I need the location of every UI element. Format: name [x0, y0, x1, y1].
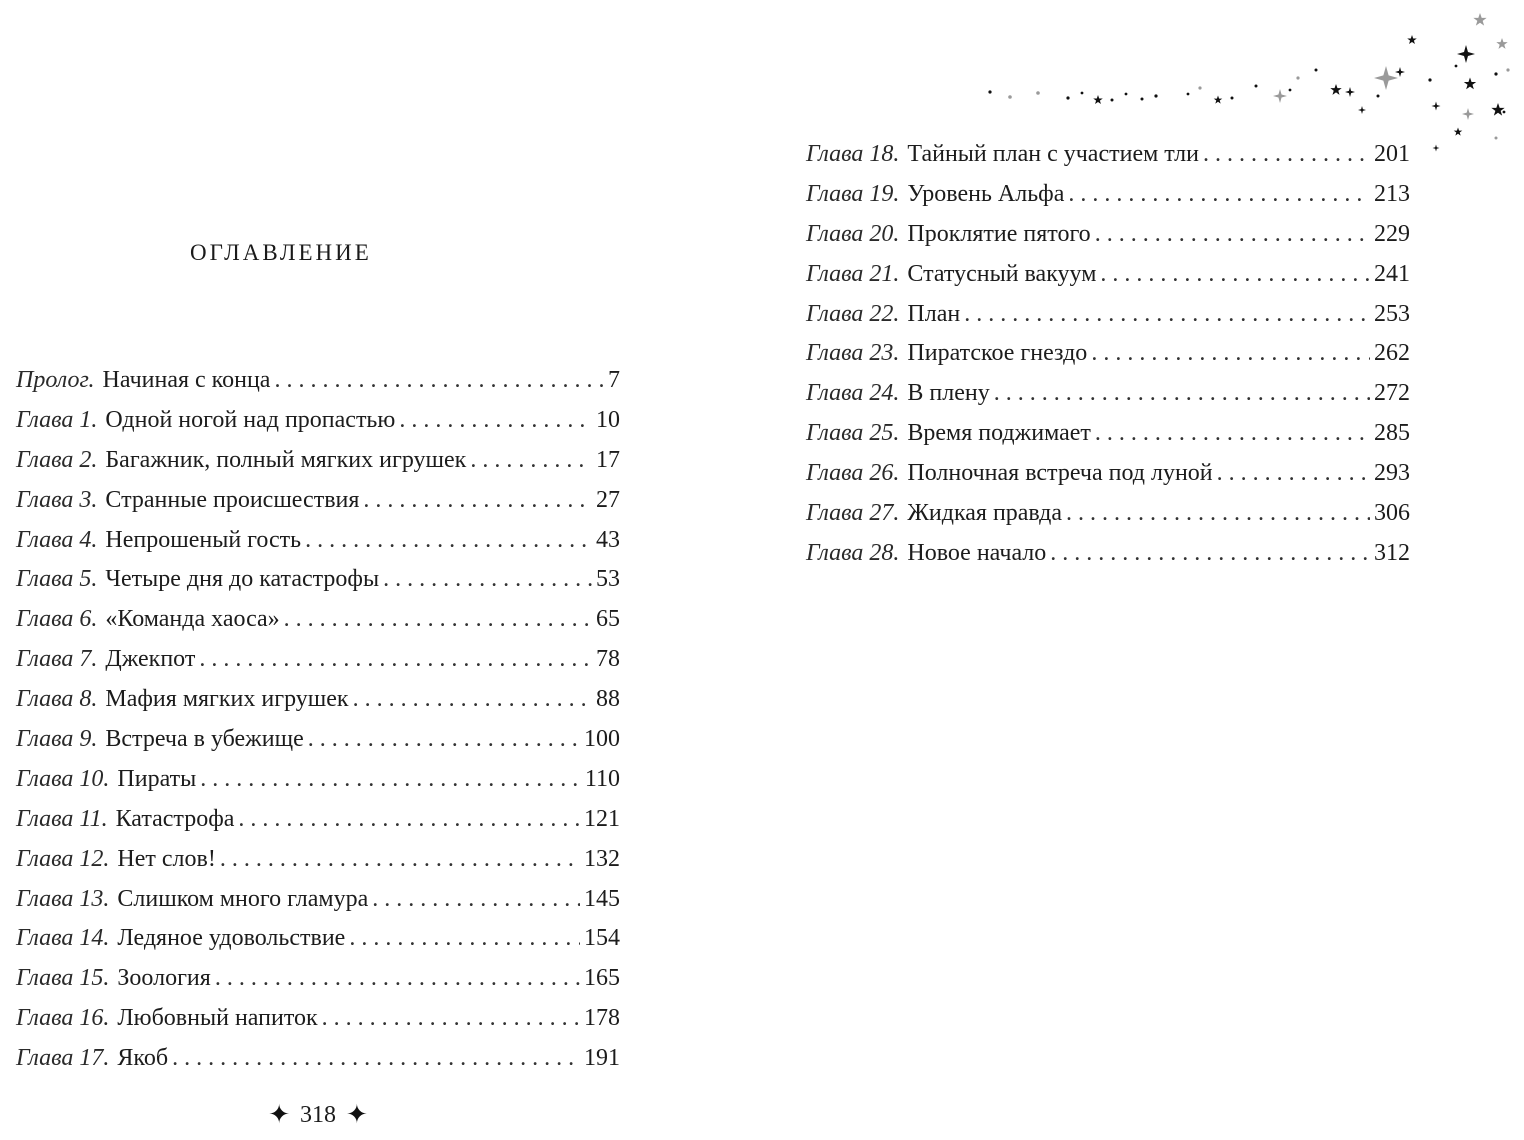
chapter-label: Глава 21.: [806, 260, 900, 287]
chapter-page: 253: [1374, 300, 1410, 327]
chapter-title: Одной ногой над пропастью: [105, 406, 396, 433]
chapter-page: 154: [584, 925, 620, 952]
toc-entry: [806, 215, 1410, 255]
chapter-title: Новое начало: [907, 539, 1047, 566]
left-page: [0, 0, 760, 1140]
dot-leader: [994, 374, 1370, 414]
dot-leader: [372, 880, 580, 920]
chapter-label: Глава 27.: [806, 500, 900, 527]
chapter-page: 178: [584, 1005, 620, 1032]
chapter-title: Мафия мягких игрушек: [105, 686, 349, 713]
chapter-label: Глава 3.: [16, 486, 98, 513]
chapter-page: 262: [1374, 340, 1410, 367]
chapter-page: 121: [584, 805, 620, 832]
dot-leader: [1091, 334, 1370, 374]
chapter-label: Глава 13.: [16, 885, 110, 912]
chapter-page: 285: [1374, 420, 1410, 447]
chapter-title: Катастрофа: [115, 805, 235, 832]
toc-entry: [16, 401, 620, 441]
toc-entry: [16, 521, 620, 561]
toc-entry: [16, 680, 620, 720]
toc-list-right: [806, 135, 1410, 574]
chapter-page: 312: [1374, 539, 1410, 566]
dot-leader: [363, 481, 592, 521]
chapter-title: Начиная с конца: [102, 367, 271, 393]
toc-entry: [16, 600, 620, 640]
toc-entry: [16, 999, 620, 1039]
toc-entry: [806, 454, 1410, 494]
page-folio: [258, 1097, 378, 1133]
dot-leader: [1095, 215, 1370, 255]
chapter-label: Глава 16.: [16, 1005, 110, 1032]
star-trail-icon: [960, 0, 1524, 160]
chapter-page: 191: [584, 1045, 620, 1072]
chapter-title: Зоология: [117, 965, 211, 992]
toc-entry: [806, 334, 1410, 374]
dot-leader: [220, 840, 580, 880]
toc-entry: [16, 800, 620, 840]
chapter-page: 229: [1374, 220, 1410, 247]
chapter-page: 100: [584, 726, 620, 753]
chapter-page: 165: [584, 965, 620, 992]
dot-leader: [200, 760, 581, 800]
chapter-page: 306: [1374, 500, 1410, 527]
toc-entry: [806, 494, 1410, 534]
chapter-title: Статусный вакуум: [907, 260, 1097, 287]
chapter-page: 65: [596, 606, 620, 633]
chapter-page: 27: [596, 486, 620, 513]
chapter-title: Нет слов!: [117, 845, 216, 872]
chapter-label: Глава 1.: [16, 406, 98, 433]
toc-entry: [16, 640, 620, 680]
toc-list-left: [16, 361, 620, 1079]
chapter-page: 132: [584, 845, 620, 872]
chapter-label: Глава 17.: [16, 1045, 110, 1072]
dot-leader: [470, 441, 592, 481]
chapter-title: Пиратское гнездо: [907, 340, 1088, 367]
dot-leader: [284, 600, 592, 640]
chapter-label: Глава 19.: [806, 180, 900, 207]
chapter-page: 7: [608, 367, 620, 393]
sparkle-star-icon: ✦: [346, 1100, 368, 1129]
chapter-label: Глава 24.: [806, 380, 900, 407]
toc-entry: [16, 481, 620, 521]
dot-leader: [238, 800, 580, 840]
chapter-title: Встреча в убежище: [105, 726, 304, 753]
chapter-page: 293: [1374, 460, 1410, 487]
chapter-title: Ледяное удовольствие: [117, 925, 346, 952]
chapter-page: 53: [596, 566, 620, 593]
toc-entry: [806, 534, 1410, 574]
dot-leader: [964, 295, 1370, 335]
dot-leader: [1100, 255, 1370, 295]
toc-title: оглавление: [190, 232, 372, 268]
toc-entry: [16, 720, 620, 760]
chapter-page: 145: [584, 885, 620, 912]
chapter-page: 88: [596, 686, 620, 713]
chapter-label: Глава 11.: [16, 805, 108, 832]
chapter-title: Полночная встреча под луной: [907, 460, 1213, 487]
toc-entry: [16, 919, 620, 959]
dot-leader: [383, 560, 592, 600]
toc-entry: [806, 295, 1410, 335]
toc-entry: [16, 760, 620, 800]
chapter-title: Джекпот: [105, 646, 196, 673]
chapter-title: Слишком много гламура: [117, 885, 369, 912]
chapter-page: 272: [1374, 380, 1410, 407]
toc-entry: [16, 880, 620, 920]
chapter-title: В плену: [907, 380, 990, 407]
chapter-page: 43: [596, 526, 620, 553]
toc-entry: [16, 840, 620, 880]
dot-leader: [1050, 534, 1370, 574]
toc-entry: [16, 441, 620, 481]
toc-entry: [16, 959, 620, 999]
dot-leader: [322, 999, 580, 1039]
dot-leader: [305, 521, 592, 561]
toc-entry: [16, 361, 620, 401]
dot-leader: [349, 919, 580, 959]
chapter-title: Странные происшествия: [105, 486, 360, 513]
chapter-title: Четыре дня до катастрофы: [105, 566, 380, 593]
chapter-page: 78: [596, 646, 620, 673]
chapter-page: 110: [584, 765, 620, 792]
toc-entry: [806, 255, 1410, 295]
chapter-label: Пролог.: [16, 367, 95, 393]
chapter-label: Глава 28.: [806, 539, 900, 566]
dot-leader: [1066, 494, 1370, 534]
chapter-title: Уровень Альфа: [907, 180, 1065, 207]
chapter-page: 10: [596, 406, 620, 433]
toc-entry: [16, 560, 620, 600]
page-number: 318: [300, 1101, 336, 1128]
chapter-title: Тайный план с участием тли: [907, 141, 1199, 167]
chapter-title: Жидкая правда: [907, 500, 1063, 527]
chapter-label: Глава 8.: [16, 686, 98, 713]
chapter-label: Глава 26.: [806, 460, 900, 487]
sparkle-star-icon: ✦: [268, 1100, 290, 1129]
chapter-page: 201: [1374, 141, 1410, 167]
dot-leader: [274, 361, 604, 401]
chapter-label: Глава 9.: [16, 726, 98, 753]
chapter-label: Глава 2.: [16, 446, 98, 473]
dot-leader: [353, 680, 592, 720]
chapter-page: 17: [596, 446, 620, 473]
chapter-label: Глава 6.: [16, 606, 98, 633]
chapter-label: Глава 20.: [806, 220, 900, 247]
chapter-label: Глава 7.: [16, 646, 98, 673]
dot-leader: [199, 640, 592, 680]
chapter-label: Глава 4.: [16, 526, 98, 553]
chapter-label: Глава 12.: [16, 845, 110, 872]
toc-entry: [806, 374, 1410, 414]
chapter-label: Глава 5.: [16, 566, 98, 593]
dot-leader: [215, 959, 580, 999]
chapter-title: Проклятие пятого: [907, 220, 1091, 247]
chapter-title: Непрошеный гость: [105, 526, 302, 553]
chapter-label: Глава 23.: [806, 340, 900, 367]
chapter-title: Якоб: [117, 1045, 169, 1072]
dot-leader: [1217, 454, 1370, 494]
toc-entry: [806, 175, 1410, 215]
dot-leader: [308, 720, 580, 760]
dot-leader: [172, 1039, 580, 1079]
chapter-title: «Команда хаоса»: [105, 606, 280, 633]
chapter-label: Глава 22.: [806, 300, 900, 327]
chapter-label: Глава 10.: [16, 765, 110, 792]
dot-leader: [1095, 414, 1370, 454]
dot-leader: [399, 401, 592, 441]
chapter-label: Глава 25.: [806, 420, 900, 447]
chapter-label: Глава 15.: [16, 965, 110, 992]
dot-leader: [1068, 175, 1370, 215]
chapter-title: Любовный напиток: [117, 1005, 318, 1032]
toc-entry: [806, 414, 1410, 454]
right-page: [760, 0, 1524, 1140]
chapter-title: Пираты: [117, 765, 197, 792]
chapter-label: Глава 18.: [806, 141, 900, 167]
chapter-title: Время поджимает: [907, 420, 1091, 447]
toc-entry: [16, 1039, 620, 1079]
chapter-page: 213: [1374, 180, 1410, 207]
chapter-title: План: [907, 300, 961, 327]
chapter-label: Глава 14.: [16, 925, 110, 952]
chapter-page: 241: [1374, 260, 1410, 287]
chapter-title: Багажник, полный мягких игрушек: [105, 446, 467, 473]
